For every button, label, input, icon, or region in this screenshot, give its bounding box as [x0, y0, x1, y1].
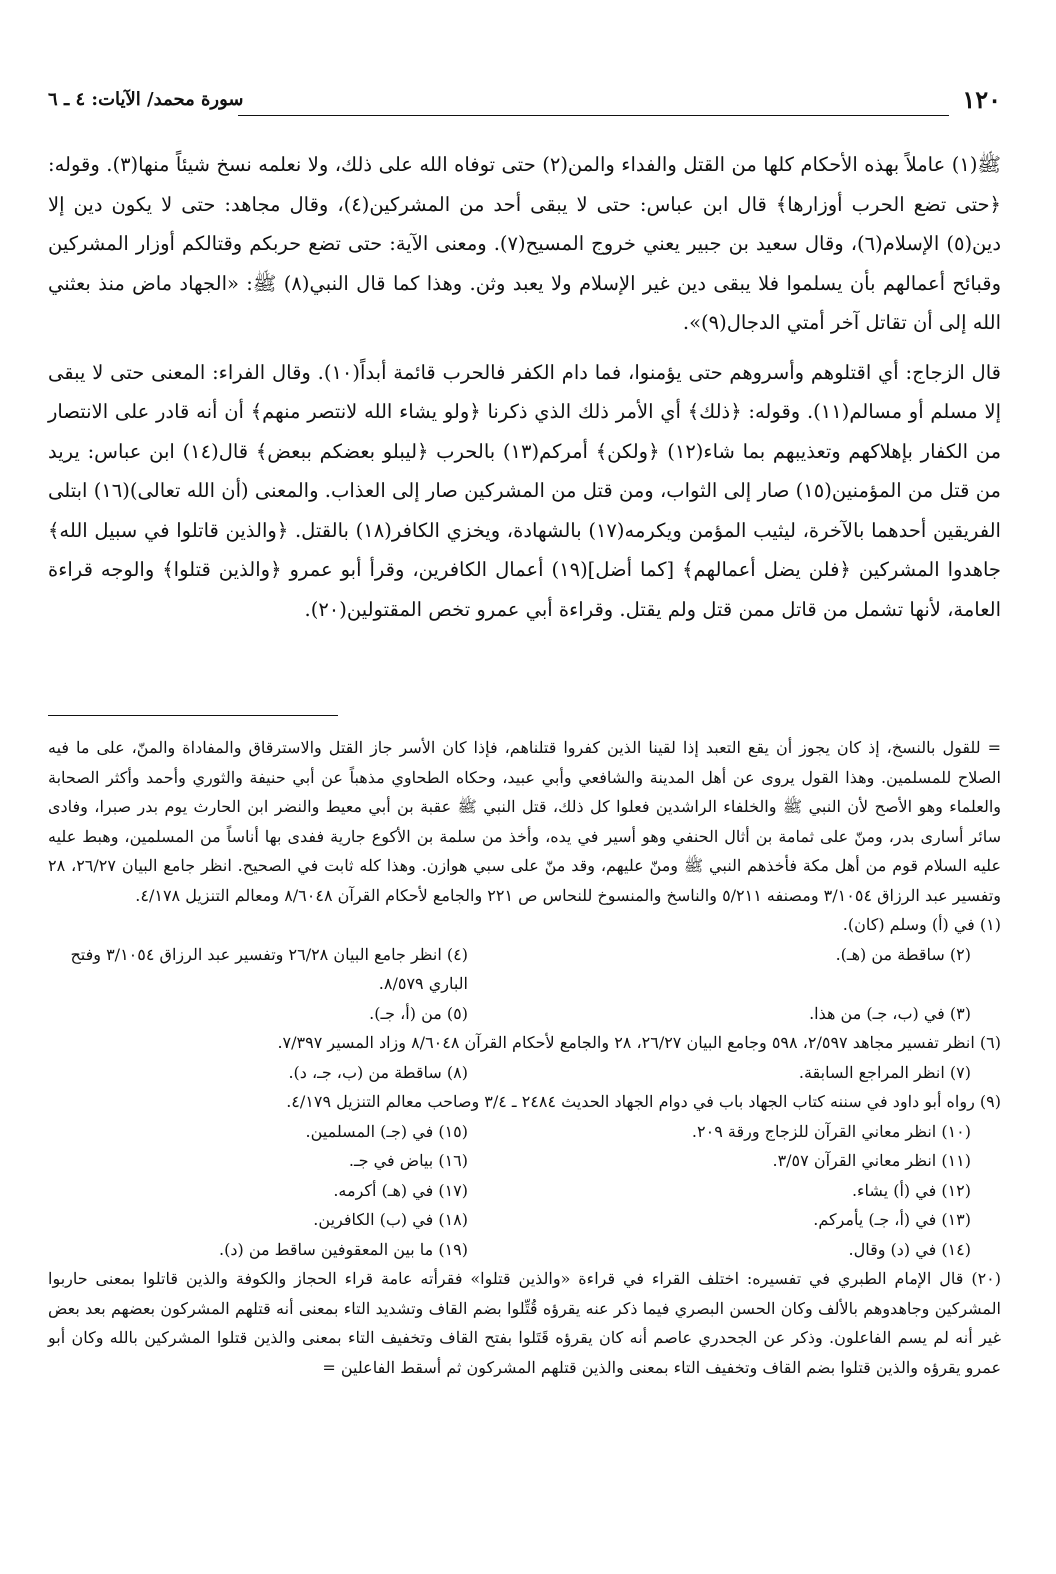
footnote: (٣) في (ب، جـ) من هذا.	[809, 1003, 971, 1023]
footnote-continuation: = للقول بالنسخ، إذ كان يجوز أن يقع التعبد إذا لقينا الذين كفروا قتلناهم، فإذا كان الأسر جاز القتل والاسترقاق والمفاداة والمنّ، على ما فيه الصلاح للمسلمين. وهذا القول يروى عن أهل المدينة والشافعي وأبي عبيد، وحكاه الطحاوي مذهباً عن أبي حنيفة والثوري وأحمد وأكثر الصحابة والعلماء وهو الأصح لأن النبي ﷺ والخلفاء الراشدين فعلوا كل ذلك، قتل النبي ﷺ عقبة بن أبي معيط والنضر ابن الحارث يوم بدر صبرا، وفادى سائر أسارى بدر، ومنّ على ثمامة بن أثال الحنفي وهو أسير في يده، وأخذ من سلمة بن الأكوع جارية ففدى بها أناساً من المسلمين، وهبط عليه عليه السلام قوم من أهل مكة فأخذهم النبي ﷺ ومنّ عليهم، وقد منّ على سبي هوازن. وهذا كله ثابت في الصحيح. انظر جامع البيان ٢٦/٢٧، ٢٨ وتفسير عبد الرزاق ٣/١٠٥٤ ومصنفه ٥/٢١١ والناسخ والمنسوخ للنحاس ص ٢٢١ والجامع لأحكام القرآن ٨/٦٠٤٨ ومعالم التنزيل ٤/١٧٨.	[48, 738, 1001, 905]
surah-title: سورة محمد/ الآيات: ٤ ـ ٦	[48, 89, 244, 110]
footnote: (١٦) بياض في جـ.	[348, 1151, 468, 1170]
header-rule	[238, 115, 949, 116]
footnote-row	[48, 999, 1001, 1029]
footnote: (٦) انظر تفسير مجاهد ٢/٥٩٧، ٥٩٨ وجامع البيان ٢٦/٢٧، ٢٨ والجامع لأحكام القرآن ٨/٦٠٤٨ وزاد المسير ٧/٣٩٧.	[277, 1033, 1001, 1052]
footnote-row	[48, 1235, 1001, 1265]
main-text	[48, 145, 1001, 629]
footnote: (١٧) في (هـ) أكرمه.	[333, 1180, 468, 1200]
footnote-row	[48, 1058, 1001, 1088]
footnote: (١٠) انظر معاني القرآن للزجاج ورقة ٢٠٩.	[691, 1121, 971, 1141]
footnote-row	[48, 940, 1001, 999]
footnote: (١٣) في (أ، جـ) يأمركم.	[813, 1210, 971, 1229]
footnote: (١٤) في (د) وقال.	[848, 1239, 971, 1259]
footnote-row	[48, 1205, 1001, 1235]
page	[48, 85, 1001, 1574]
footnote: (٨) ساقطة من (ب، جـ، د).	[288, 1062, 468, 1082]
footnote: (١٨) في (ب) الكافرين.	[313, 1210, 468, 1229]
footnote: (١٩) ما بين المعقوفين ساقط من (د).	[219, 1239, 468, 1259]
footnote-row	[48, 1146, 1001, 1176]
body-paragraph: ﷺ(١) عاملاً بهذه الأحكام كلها من القتل والفداء والمن(٢) حتى توفاه الله على ذلك، ولا نعلمه نسخ شيئاً منها(٣). وقوله: ﴿حتى تضع الحرب أوزارها﴾ قال ابن عباس: حتى لا يبقى أحد من المشركين(٤)، وقال مجاهد: حتى لا يكون دين إلا دين(٥) الإسلام(٦)، وقال سعيد بن جبير يعني خروج المسيح(٧). ومعنى الآية: حتى تضع حربكم وقتالكم أوزار المشركين وقبائح أعمالهم بأن يسلموا فلا يبقى دين غير الإسلام ولا يعبد وثن. وهذا كما قال النبي(٨) ﷺ: «الجهاد ماض منذ بعثني الله إلى أن تقاتل آخر أمتي الدجال(٩)».	[48, 153, 1002, 334]
footnote: (٩) رواه أبو داود في سننه كتاب الجهاد باب في دوام الجهاد الحديث ٢٤٨٤ ـ ٣/٤ وصاحب معالم التنزيل ٤/١٧٩.	[286, 1092, 1001, 1111]
running-header	[48, 85, 1001, 121]
footnote: (٤) انظر جامع البيان ٢٦/٢٨ وتفسير عبد الرزاق ٣/١٠٥٤ وفتح الباري ٨/٥٧٩.	[70, 944, 468, 993]
footnote: (٥) من (أ، جـ).	[369, 1003, 468, 1023]
footnotes	[48, 733, 1001, 1382]
footnote: (١) في (أ) وسلم (كان).	[842, 915, 1001, 934]
footnote: (٧) انظر المراجع السابقة.	[798, 1062, 971, 1082]
footnote: (١٥) في (جـ) المسلمين.	[305, 1121, 468, 1141]
footnote-row	[48, 1176, 1001, 1206]
footnote-separator	[48, 715, 338, 716]
footnote: (١٢) في (أ) يشاء.	[851, 1180, 971, 1200]
footnote: (٢) ساقطة من (هـ).	[835, 944, 971, 964]
footnote: (١١) انظر معاني القرآن ٣/٥٧.	[772, 1151, 971, 1170]
footnote: (٢٠) قال الإمام الطبري في تفسيره: اختلف القراء في قراءة «والذين قتلوا» فقرأته عامة قراء الحجاز والكوفة والذين قاتلوا بمعنى حاربوا المشركين وجاهدوهم بالألف وكان الحسن البصري فيما ذكر عنه يقرؤه قُتِّلوا بضم القاف وتشديد التاء بمعنى أنه قتلهم المشركون بعضهم بعد بعض غير أنه لم يسم الفاعلون. وذكر عن الجحدري عاصم أنه كان يقرؤه قَتَلوا بفتح القاف وتخفيف التاء بمعنى والذين قتلوا المشركين بالله وكان أبو عمرو يقرؤه والذين قتلوا بضم القاف وتخفيف التاء بمعنى والذين قتلهم المشركون ثم أسقط الفاعلين =	[48, 1269, 1002, 1377]
page-number: ١٢٠	[962, 85, 1001, 114]
footnote-row	[48, 1117, 1001, 1147]
body-paragraph: قال الزجاج: أي اقتلوهم وأسروهم حتى يؤمنوا، فما دام الكفر فالحرب قائمة أبداً(١٠). وقال الفراء: المعنى حتى لا يبقى إلا مسلم أو مسالم(١١). وقوله: ﴿ذلك﴾ أي الأمر ذلك الذي ذكرنا ﴿ولو يشاء الله لانتصر منهم﴾ أن أنه قادر على الانتصار من الكفار بإهلاكهم وتعذيبهم بما شاء(١٢) ﴿ولكن﴾ أمركم(١٣) بالحرب ﴿ليبلو بعضكم ببعض﴾ قال(١٤) ابن عباس: يريد من قتل من المؤمنين(١٥) صار إلى الثواب، ومن قتل من المشركين صار إلى العذاب. والمعنى (أن الله تعالى)(١٦) ابتلى الفريقين أحدهما بالآخرة، ليثيب المؤمن ويكرمه(١٧) بالشهادة، ويخزي الكافر(١٨) بالقتل. ﴿والذين قاتلوا في سبيل الله﴾ جاهدوا المشركين ﴿فلن يضل أعمالهم﴾ [كما أضل](١٩) أعمال الكافرين، وقرأ أبو عمرو ﴿والذين قتلوا﴾ والوجه قراءة العامة، لأنها تشمل من قاتل ممن قتل ولم يقتل. وقراءة أبي عمرو تخص المقتولين(٢٠).	[48, 360, 1002, 621]
